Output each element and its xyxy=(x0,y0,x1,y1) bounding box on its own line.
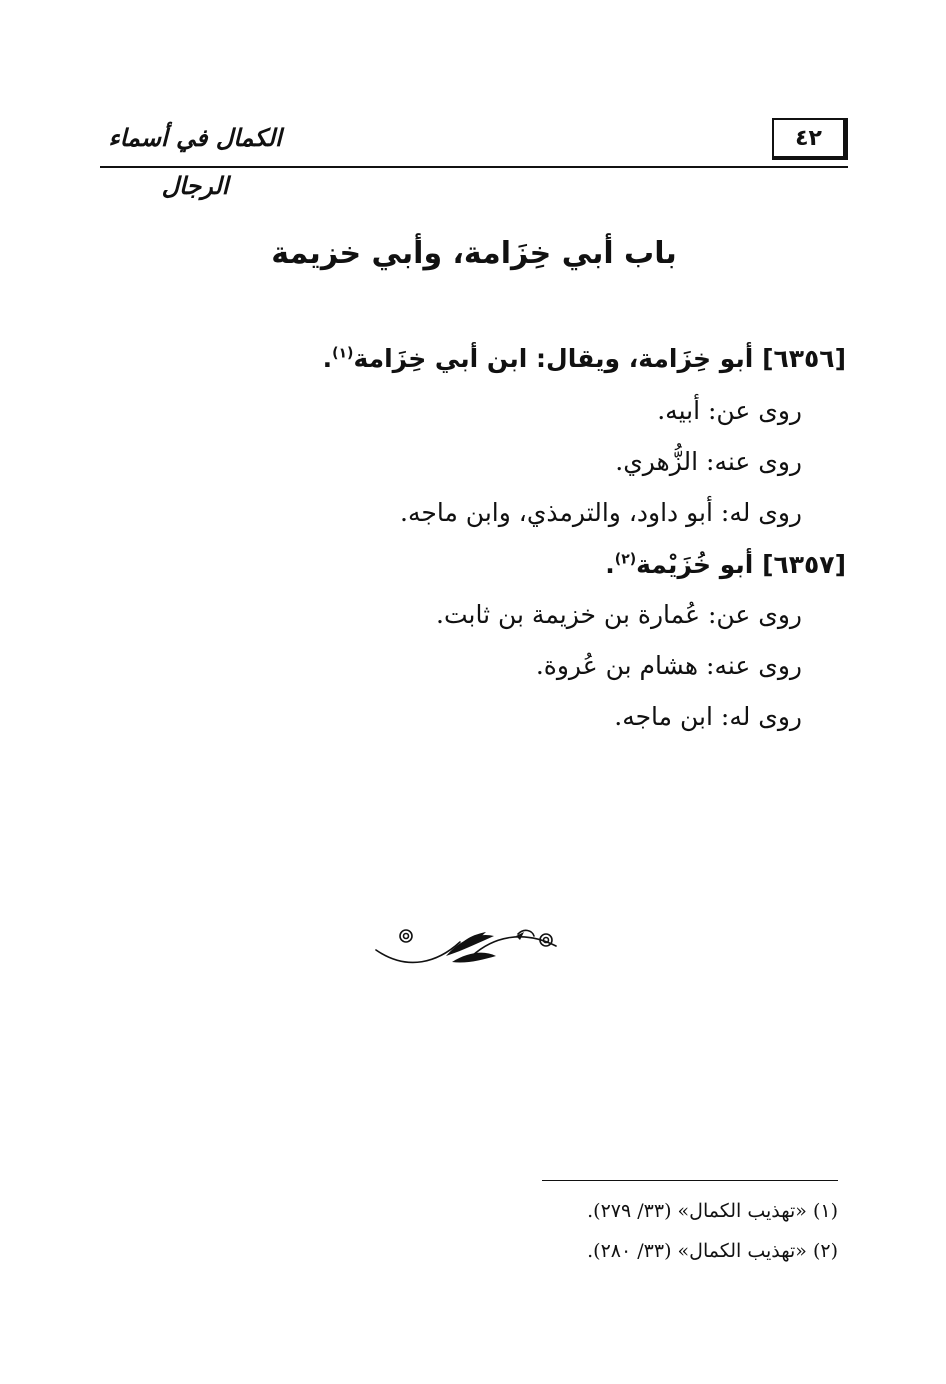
footnote-ref: (١) xyxy=(332,345,354,362)
entries-body xyxy=(146,0,846,1384)
page-number: ٤٢ xyxy=(772,118,848,160)
entry-name: أبو خِزَامة، ويقال: ابن أبي خِزَامة xyxy=(353,344,754,373)
floral-divider-icon xyxy=(368,922,564,972)
footnote-ref: (٢) xyxy=(614,551,637,568)
entry-heading xyxy=(605,550,846,579)
entry-number: [٦٣٥٧] xyxy=(762,550,846,579)
narration-line: روى عنه: هشام بن عُروة. xyxy=(535,651,802,680)
footnote: (٢) «تهذيب الكمال» (٣٣/ ٢٨٠). xyxy=(587,1240,838,1262)
heading-period: . xyxy=(322,344,333,373)
narration-line: روى له: أبو داود، والترمذي، وابن ماجه. xyxy=(400,498,802,527)
narration-line: روى عن: عُمارة بن خزيمة بن ثابت. xyxy=(436,600,802,629)
narration-line: روى له: ابن ماجه. xyxy=(614,702,802,731)
footnote: (١) «تهذيب الكمال» (٣٣/ ٢٧٩). xyxy=(587,1200,838,1222)
entry-name: أبو خُزَيْمة xyxy=(636,550,754,579)
footnote-separator xyxy=(542,1180,838,1181)
heading-period: . xyxy=(605,550,615,579)
entry-number: [٦٣٥٦] xyxy=(762,344,846,373)
narration-line: روى عن: أبيه. xyxy=(657,396,802,425)
entry-heading xyxy=(323,344,846,373)
narration-line: روى عنه: الزُّهري. xyxy=(615,447,802,476)
book-title-calligraphy: الكمال في أسماء الرجال xyxy=(108,123,282,200)
chapter-title: باب أبي خِزَامة، وأبي خزيمة xyxy=(271,236,677,271)
